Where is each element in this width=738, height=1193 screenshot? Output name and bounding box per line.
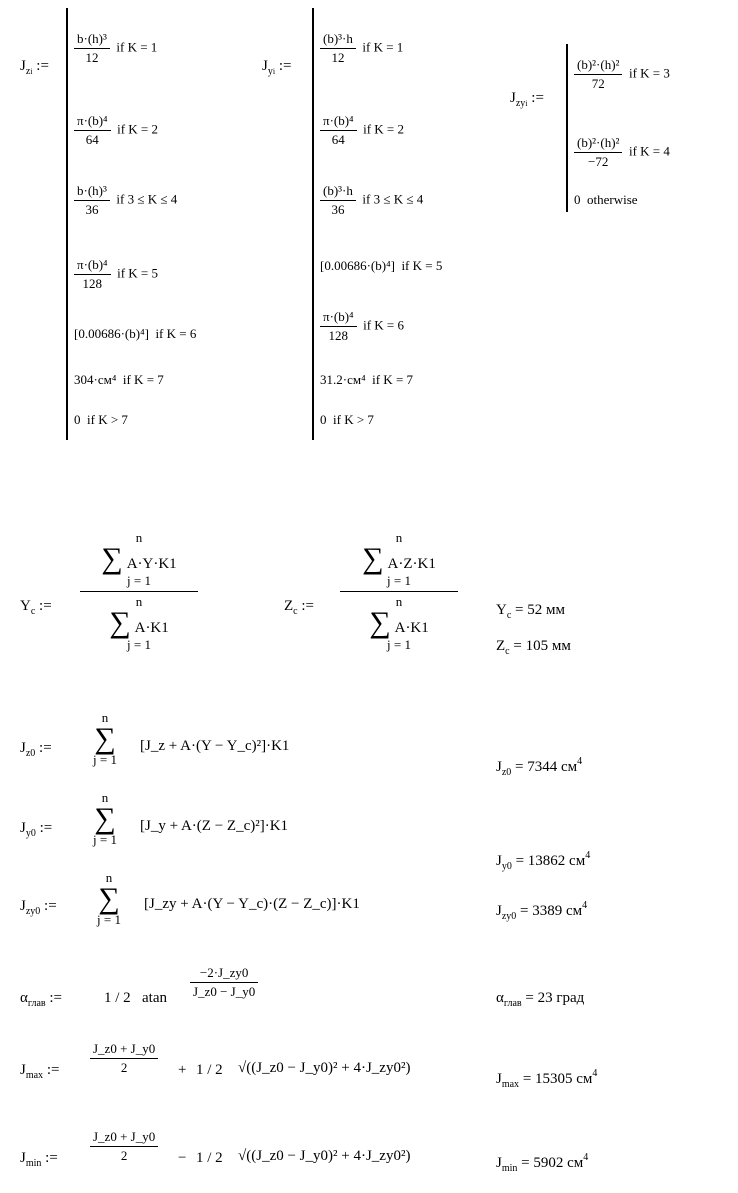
jz-row-3: $\frac{\text{b·(h)³}}{36}$ if 3 ≤ K ≤ 4 (74, 182, 177, 219)
jzy0-rhs: [J_zy + A·(Y − Y_c)·(Z − Z_c)]·K1 (144, 896, 360, 912)
jy-row-1: $\frac{\text{(b)³·h}}{12}$ if K = 1 (320, 30, 403, 67)
jmin-root: √((J_z0 − J_y0)² + 4·J_zy0²) (238, 1148, 411, 1164)
zc-lhs: $Z_c$ := (284, 598, 315, 617)
yc-fraction: n ∑ A·Y·K1 j = 1 n ∑ A·K1 j = 1 (80, 530, 198, 653)
jmax-result: $J_{max} = 15305$ $см^4$ (496, 1068, 598, 1090)
jzy-bracket (566, 44, 568, 212)
jzy0-lhs: $J_{zy0}$ := (20, 898, 57, 917)
jmax-lhs: $J_{max}$ := (20, 1062, 60, 1081)
jmin-lhs: $J_{min}$ := (20, 1150, 58, 1169)
jy0-sum: n ∑ j = 1 (93, 790, 117, 847)
jy-row-6: 31.2·см⁴ if K = 7 (320, 372, 414, 387)
alpha-fn: atan (142, 990, 167, 1006)
jy-bracket (312, 8, 314, 440)
jzy-row-3: 0 otherwise (574, 192, 638, 207)
jzy-row-1: $\frac{\text{(b)²·(h)²}}{72}$ if K = 3 (574, 56, 670, 93)
jmin-result: $J_{min} = 5902$ $см^4$ (496, 1152, 589, 1174)
alpha-fraction: $\frac{-2\cdot J\_zy0}{J\_z0 - J\_y0}$ (190, 964, 258, 1001)
alpha-half: 1 / 2 (104, 990, 131, 1006)
alpha-lhs: $\alpha_{глав}$ := (20, 990, 62, 1009)
jmax-fraction: $\frac{J\_z0 + J\_y0}{2}$ (90, 1040, 158, 1077)
alpha-result: $\alpha_{глав} = 23$ град (496, 990, 585, 1009)
jz0-rhs: [J_z + A·(Y − Y_c)²]·K1 (140, 738, 290, 754)
zc-fraction: n ∑ A·Z·K1 j = 1 n ∑ A·K1 j = 1 (340, 530, 458, 653)
jmax-root: √((J_z0 − J_y0)² + 4·J_zy0²) (238, 1060, 411, 1076)
jzy0-result: $J_{zy0} = 3389$ $см^4$ (496, 900, 588, 922)
jz-row-6: 304·см⁴ if K = 7 (74, 372, 164, 387)
jz-bracket (66, 8, 68, 440)
jmin-fraction: $\frac{J\_z0 + J\_y0}{2}$ (90, 1128, 158, 1165)
jy-row-4: [0.00686·(b)⁴] if K = 5 (320, 258, 443, 273)
yc-lhs: $Y_c$ := (20, 598, 52, 617)
jz0-lhs: $J_{z0}$ := (20, 740, 52, 759)
zc-result: $Z_c = 105$ мм (496, 638, 571, 657)
jz-row-1: $\frac{\text{b·(h)³}}{12}$ if K = 1 (74, 30, 157, 67)
jy-lhs: $J_{yi}$ := (262, 58, 292, 77)
jzy-lhs: $J_{zyi}$ := (510, 90, 544, 109)
jy-row-3: $\frac{\text{(b)³·h}}{36}$ if 3 ≤ K ≤ 4 (320, 182, 423, 219)
jmin-op: − (178, 1150, 187, 1166)
jy0-rhs: [J_y + A·(Z − Z_c)²]·K1 (140, 818, 289, 834)
jz-row-4: $\frac{\text{π·(b)⁴}}{128}$ if K = 5 (74, 256, 158, 293)
jzy-row-2: $\frac{\text{(b)²·(h)²}}{-72}$ if K = 4 (574, 134, 670, 171)
jz-row-2: $\frac{\text{π·(b)⁴}}{64}$ if K = 2 (74, 112, 158, 149)
jz-lhs: $J_{zi}$ := (20, 58, 49, 77)
jz0-sum: n ∑ j = 1 (93, 710, 117, 767)
jzy0-sum: n ∑ j = 1 (97, 870, 121, 927)
jmax-op: + (178, 1062, 187, 1078)
jy-row-7: 0 if K > 7 (320, 412, 374, 427)
jz-row-5: [0.00686·(b)⁴] if K = 6 (74, 326, 197, 341)
jz-row-7: 0 if K > 7 (74, 412, 128, 427)
jmax-half: 1 / 2 (196, 1062, 223, 1078)
yc-result: $Y_c = 52$ мм (496, 602, 565, 621)
jy-row-2: $\frac{\text{π·(b)⁴}}{64}$ if K = 2 (320, 112, 404, 149)
jmin-half: 1 / 2 (196, 1150, 223, 1166)
jy-row-5: $\frac{\text{π·(b)⁴}}{128}$ if K = 6 (320, 308, 404, 345)
jy0-lhs: $J_{y0}$ := (20, 820, 53, 839)
jy0-result: $J_{y0} = 13862$ $см^4$ (496, 850, 591, 872)
jz0-result: $J_{z0} = 7344$ $см^4$ (496, 756, 583, 778)
